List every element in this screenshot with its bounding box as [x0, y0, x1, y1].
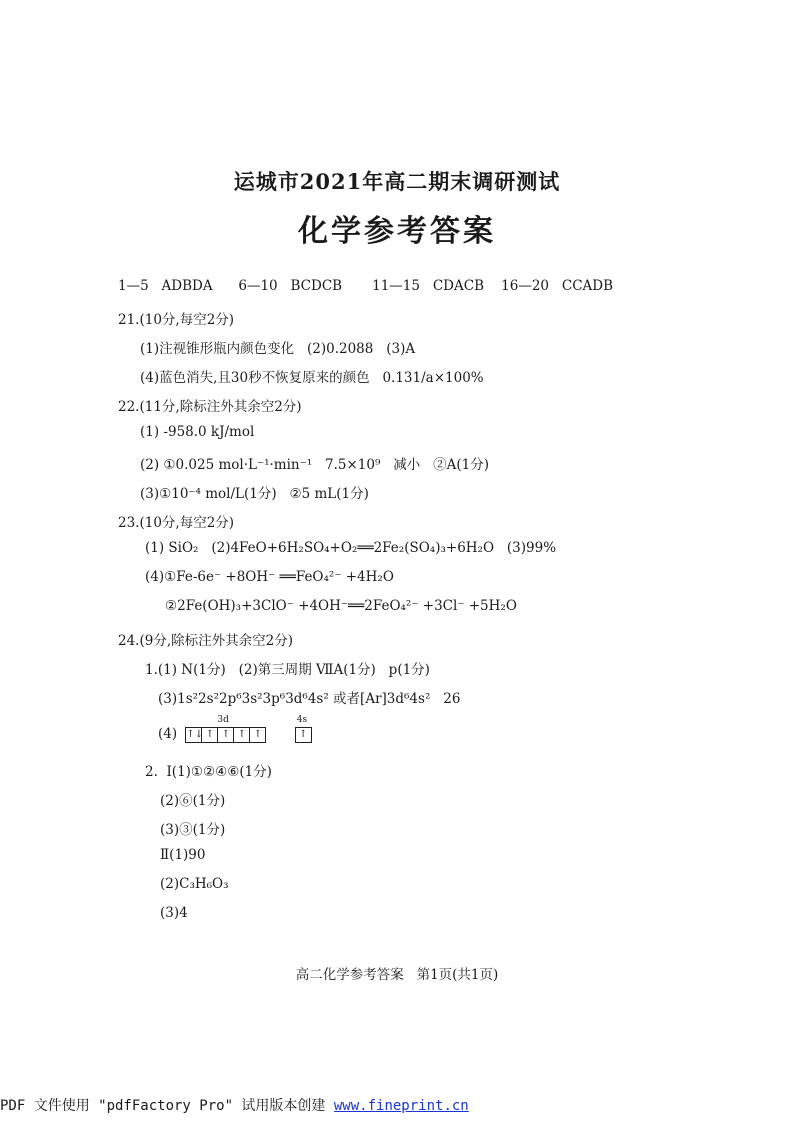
q22-heading: 22.(11分,除标注外其余空2分) — [118, 399, 302, 415]
page-footer: 高二化学参考答案 第1页(共1页) — [295, 967, 499, 983]
q24-line-2: (3)1s²2s²2p⁶3s²3p⁶3d⁶4s² 或者[Ar]3d⁶4s² 26 — [158, 691, 461, 707]
q22-line-2: (2) ①0.025 mol·L⁻¹·min⁻¹ 7.5×10⁹ 减小 ②A(1分) — [140, 457, 490, 473]
q24-line-7: (3)③(1分) — [160, 822, 226, 838]
q23-line-2: (4)①Fe-6e⁻ +8OH⁻ ══FeO₄²⁻ +4H₂O — [145, 569, 394, 585]
q21-heading: 21.(10分,每空2分) — [118, 312, 235, 328]
orbital-3d-label: 3d — [217, 715, 229, 725]
orbital-4s-boxes — [295, 727, 312, 743]
watermark-text: PDF 文件使用 "pdfFactory Pro" 试用版本创建 — [0, 1098, 334, 1114]
watermark-link[interactable]: www.fineprint.cn — [333, 1098, 469, 1114]
orbital-box: ↑ — [218, 728, 234, 742]
orbital-box: ↑ — [253, 728, 263, 740]
q21-line-2: (4)蓝色消失,且30秒不恢复原来的颜色 0.131/a×100% — [140, 370, 484, 386]
q21-line-1: (1)注视锥形瓶内颜色变化 (2)0.2088 (3)A — [140, 341, 416, 357]
q24-orbital-diagram — [158, 715, 312, 743]
orbital-box: ↑ — [202, 728, 218, 742]
q24-line-9: (2)C₃H₆O₃ — [160, 876, 229, 892]
q24-heading: 24.(9分,除标注外其余空2分) — [118, 633, 293, 649]
q22-line-3: (3)①10⁻⁴ mol/L(1分) ②5 mL(1分) — [140, 486, 369, 502]
orbital-box: ↑ — [234, 728, 250, 742]
orbital-box: ↑ — [299, 728, 308, 740]
q24-line-5: 2. Ⅰ(1)①②④⑥(1分) — [145, 764, 272, 780]
multiple-choice-answers: 1—5 ADBDA 6—10 BCDCB 11—15 CDACB 16—20 CCADB — [118, 278, 614, 294]
orbital-box: ↑↓ — [186, 728, 204, 740]
exam-title: 运城市2021年高二期末调研测试 — [233, 169, 561, 194]
q24-line-10: (3)4 — [160, 905, 188, 921]
orbital-4s-label: 4s — [296, 715, 308, 725]
orbital-3d-boxes — [185, 727, 266, 743]
q23-line-3: ②2Fe(OH)₃+3ClO⁻ +4OH⁻══2FeO₄²⁻ +3Cl⁻ +5H₂O — [165, 598, 517, 614]
answer-key-title: 化学参考答案 — [298, 214, 496, 249]
q24-line-6: (2)⑥(1分) — [160, 793, 226, 809]
q23-line-1: (1) SiO₂ (2)4FeO+6H₂SO₄+O₂══2Fe₂(SO₄)₃+6H₂O (3)99% — [145, 540, 557, 556]
q24-line-8: Ⅱ(1)90 — [160, 847, 206, 863]
q24-line-1: 1.(1) N(1分) (2)第三周期 ⅦA(1分) p(1分) — [145, 662, 430, 678]
q23-heading: 23.(10分,每空2分) — [118, 515, 235, 531]
pdf-watermark — [0, 1095, 469, 1115]
q24-line-4-prefix: (4) — [158, 726, 178, 742]
q22-line-1: (1) -958.0 kJ/mol — [140, 424, 255, 440]
